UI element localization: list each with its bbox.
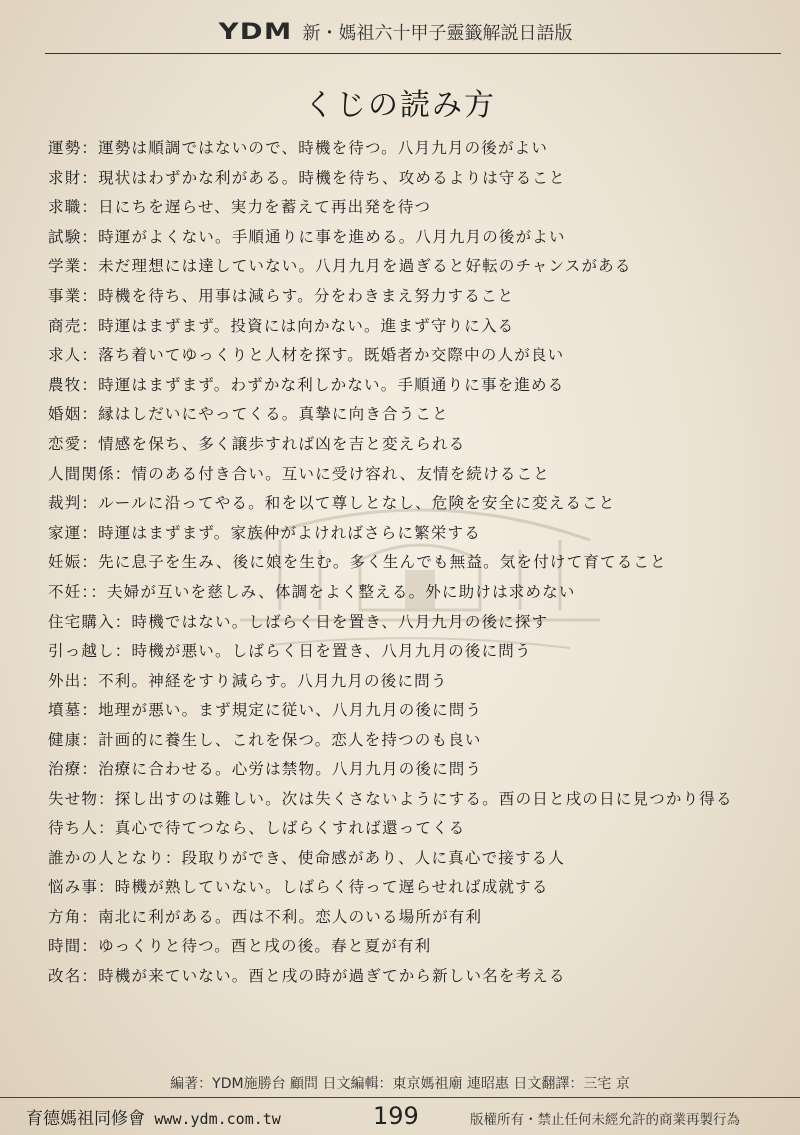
page-number: 199 <box>373 1102 419 1130</box>
ydm-logo: YDM <box>219 19 293 45</box>
list-item: 恋愛：情感を保ち、多く譲歩すれば凶を吉と変えられる <box>48 434 466 453</box>
page-header <box>0 14 800 50</box>
list-item: 人間関係：情のある付き合い。互いに受け容れ、友情を続けること <box>48 464 550 483</box>
list-item: 運勢：運勢は順調ではないので、時機を待つ。八月九月の後がよい <box>48 139 549 157</box>
list-item: 妊娠：先に息子を生み、後に娘を生む。多く生んでも無益。気を付けて育てること <box>48 553 667 572</box>
reading-list <box>48 134 768 992</box>
copyright-notice: 版權所有・禁止任何未經允許的商業再製行為 <box>470 1112 740 1128</box>
list-item: 試験：時運がよくない。手順通りに事を進める。八月九月の後がよい <box>48 227 566 246</box>
list-item: 待ち人：真心で待てつなら、しばらくすれば還ってくる <box>48 819 466 838</box>
list-item: 改名：時機が来ていない。酉と戌の時が過ぎてから新しい名を考える <box>48 967 566 986</box>
header-divider <box>45 53 781 54</box>
page-footer <box>0 1102 800 1132</box>
list-item: 求財：現状はわずかな利がある。時機を待ち、攻めるよりは守ること <box>48 168 566 187</box>
list-item: 家運：時運はまずまず。家族仲がよければさらに繁栄する <box>48 523 481 542</box>
list-item: 求人：落ち着いてゆっくりと人材を探す。既婚者か交際中の人が良い <box>48 346 565 365</box>
footer-divider <box>0 1097 800 1098</box>
list-item: 裁判：ルールに沿ってやる。和を以て尊しとなし、危険を安全に変えること <box>48 494 616 513</box>
list-item: 失せ物：探し出すのは難しい。次は失くさないようにする。酉の日と戌の日に見つかり得る <box>48 790 733 809</box>
list-item: 治療：治療に合わせる。心労は禁物。八月九月の後に問う <box>48 760 483 779</box>
list-item: 商売：時運はまずまず。投資には向かない。進まず守りに入る <box>48 316 515 335</box>
list-item: 誰かの人となり：段取りができ、使命感があり、人に真心で接する人 <box>48 848 566 867</box>
list-item: 住宅購入：時機ではない。しばらく日を置き、八月九月の後に探す <box>48 612 549 631</box>
list-item: 健康：計画的に養生し、これを保つ。恋人を持つのも良い <box>48 730 482 749</box>
credits-line: 編著：YDM施勝台 顧問 日文編輯：東京媽祖廟 連昭惠 日文翻譯：三宅 京 <box>170 1076 630 1092</box>
list-item: 求職：日にちを遅らせ、実力を蓄えて再出発を待つ <box>48 198 432 217</box>
organization-name: 育德媽祖同修會 <box>26 1109 145 1129</box>
list-item: 方角：南北に利がある。西は不利。恋人のいる場所が有利 <box>48 907 483 926</box>
list-item: 悩み事：時機が熟していない。しばらく待って遅らせれば成就する <box>48 878 549 897</box>
book-title: 新・媽祖六十甲子靈籤解説日語版 <box>302 23 573 44</box>
list-item: 不妊：：夫婦が互いを慈しみ、体調をよく整える。外に助けは求めない <box>48 582 576 601</box>
list-item: 農牧：時運はまずまず。わずかな利しかない。手順通りに事を進める <box>48 375 565 394</box>
list-item: 引っ越し：時機が悪い。しばらく日を置き、八月九月の後に問う <box>48 642 532 661</box>
page-title: くじの読み方 <box>304 88 496 123</box>
list-item: 外出：不利。神経をすり減らす。八月九月の後に問う <box>48 671 448 690</box>
list-item: 婚姻：縁はしだいにやってくる。真摯に向き合うこと <box>48 405 449 424</box>
list-item: 学業：未だ理想には達していない。八月九月を過ぎると好転のチャンスがある <box>48 257 632 276</box>
list-item: 時間：ゆっくりと待つ。酉と戌の後。春と夏が有利 <box>48 937 432 956</box>
list-item: 墳墓：地理が悪い。まず規定に従い、八月九月の後に問う <box>48 701 483 720</box>
website-url: www.ydm.com.tw <box>154 1110 281 1128</box>
list-item: 事業：時機を待ち、用事は減らす。分をわきまえ努力すること <box>48 286 515 305</box>
footer-org-block <box>26 1104 281 1129</box>
